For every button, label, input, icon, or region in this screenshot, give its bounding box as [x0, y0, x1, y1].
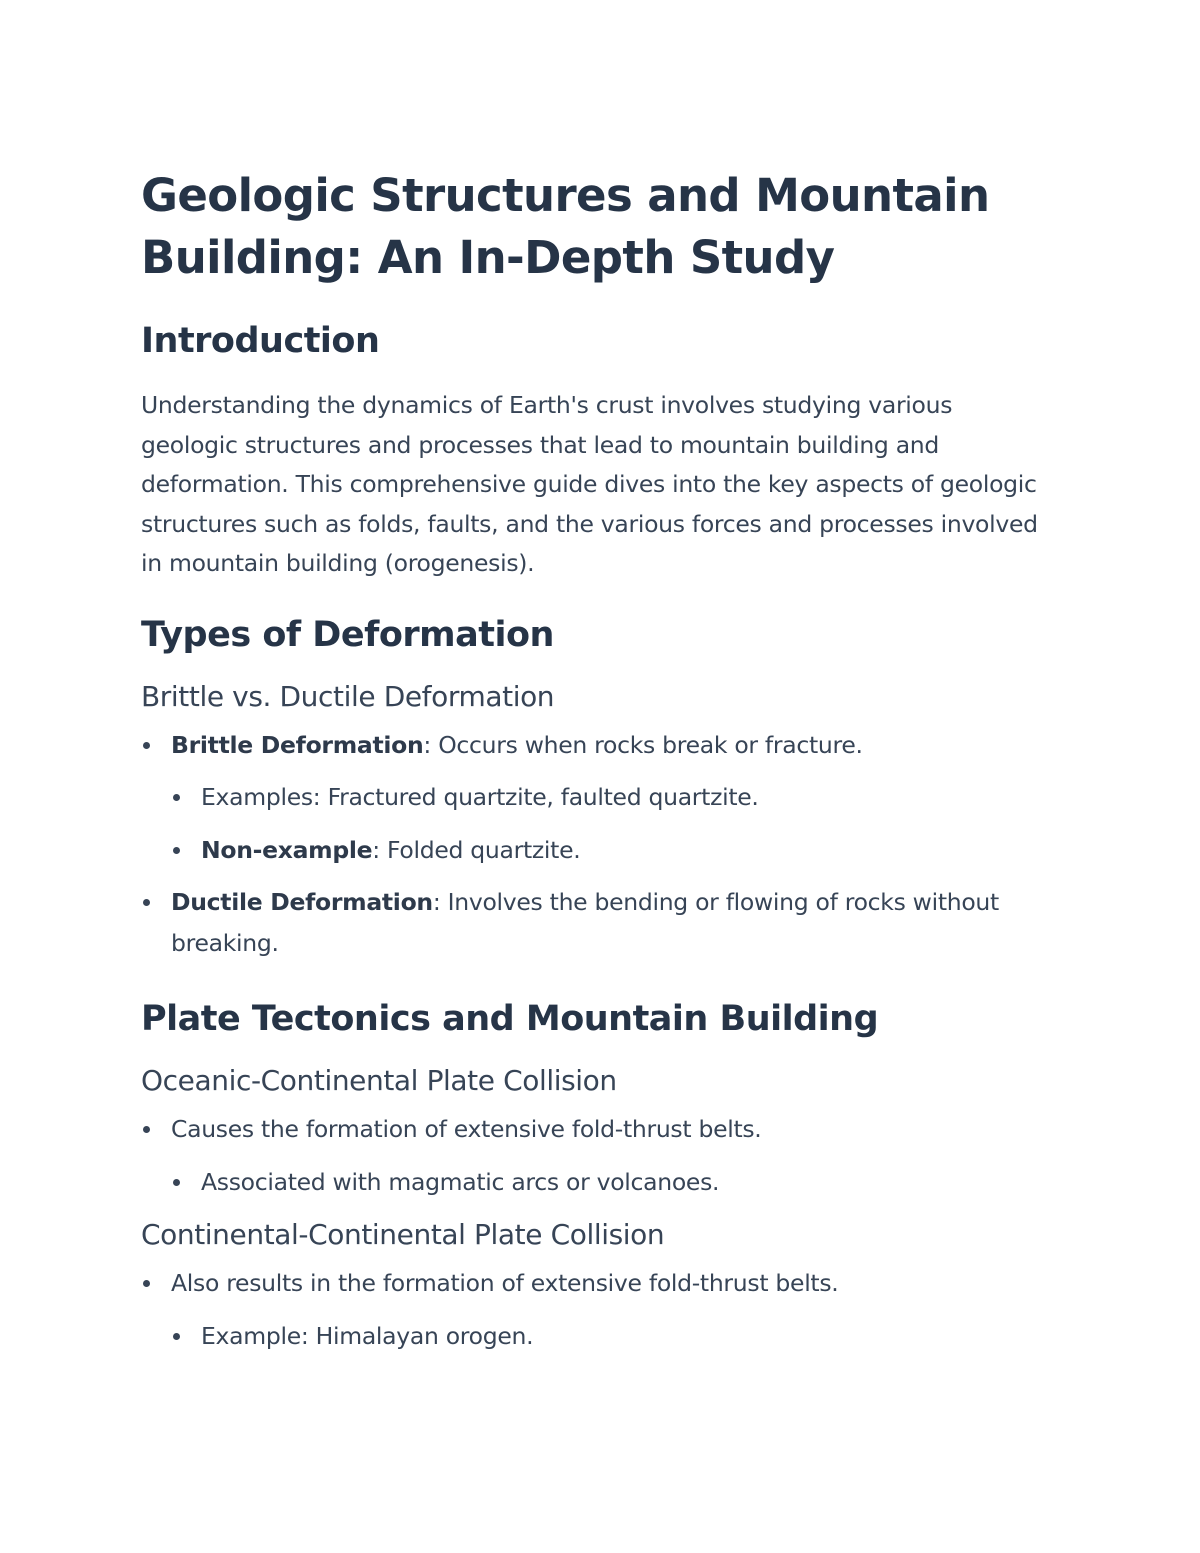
introduction-heading: Introduction — [141, 321, 380, 361]
oceanic-sublist — [171, 1162, 1051, 1203]
bullet-icon — [173, 794, 180, 801]
bullet-icon — [173, 1333, 180, 1340]
bullet-icon — [143, 1280, 150, 1287]
bullet-icon — [143, 742, 150, 749]
continental-sublist — [171, 1316, 1051, 1357]
continental-subitem-text: Example: Himalayan orogen. — [201, 1321, 534, 1350]
document-page — [141, 165, 1051, 1357]
brittle-ductile-subheading: Brittle vs. Ductile Deformation — [141, 679, 555, 713]
list-item-examples — [171, 777, 1051, 818]
bullet-icon — [173, 847, 180, 854]
brittle-sublist — [171, 777, 1051, 871]
deformation-heading: Types of Deformation — [141, 614, 554, 655]
list-item-nonexample — [171, 830, 1051, 871]
oceanic-list — [141, 1109, 1051, 1203]
list-item-oceanic — [141, 1109, 1051, 1203]
bullet-icon — [143, 899, 150, 906]
brittle-text: : Occurs when rocks break or fracture. — [423, 730, 863, 759]
continental-item-text: Also results in the formation of extensive fold-thrust belts. — [171, 1268, 839, 1297]
brittle-term: Brittle Deformation — [171, 730, 424, 759]
examples-text: Examples: Fractured quartzite, faulted quartzite. — [201, 782, 759, 811]
page-title: Geologic Structures and Mountain Building: An In-Depth Study — [141, 169, 990, 284]
list-item-continental — [141, 1263, 1051, 1357]
bullet-icon — [173, 1179, 180, 1186]
continental-continental-subheading: Continental-Continental Plate Collision — [141, 1217, 665, 1251]
list-item-brittle — [141, 725, 1051, 871]
ductile-text: : Involves the bending or flowing of rocks without breaking. — [171, 887, 999, 957]
continental-list — [141, 1263, 1051, 1357]
deformation-list — [141, 725, 1051, 964]
introduction-paragraph: Understanding the dynamics of Earth's crust involves studying various geologic structures and processes that lead to mountain building and deformation. This comprehensive guide dives into the key aspects of geologic structures such as folds, faults, and the various forces and processes involved in mountain building (orogenesis). — [141, 391, 1038, 577]
plate-tectonics-heading: Plate Tectonics and Mountain Building — [141, 998, 879, 1039]
oceanic-subitem-text: Associated with magmatic arcs or volcanoes. — [201, 1167, 720, 1196]
oceanic-item-text: Causes the formation of extensive fold-thrust belts. — [171, 1114, 762, 1143]
nonexample-text: : Folded quartzite. — [372, 835, 581, 864]
ductile-term: Ductile Deformation — [171, 887, 433, 916]
oceanic-continental-subheading: Oceanic-Continental Plate Collision — [141, 1063, 617, 1097]
nonexample-term: Non-example — [201, 835, 373, 864]
list-item-continental-sub — [171, 1316, 1051, 1357]
list-item-ductile — [141, 882, 1051, 964]
list-item-oceanic-sub — [171, 1162, 1051, 1203]
bullet-icon — [143, 1126, 150, 1133]
